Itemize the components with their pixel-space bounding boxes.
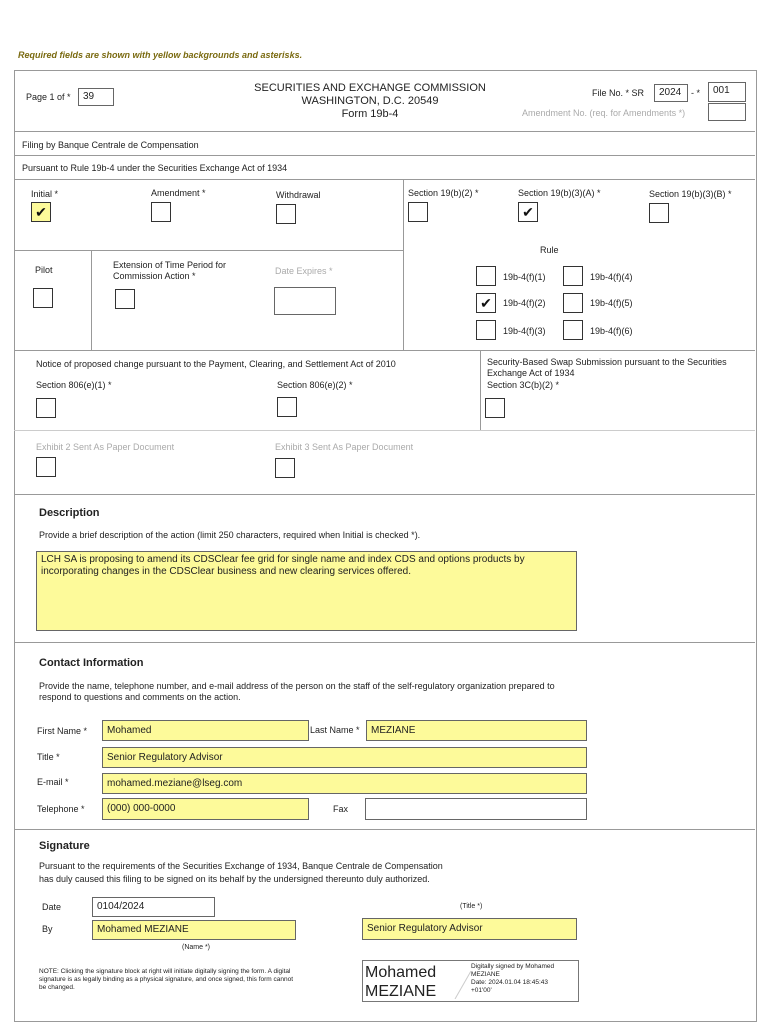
- section-19b2-label: Section 19(b)(2) *: [408, 188, 479, 198]
- amendment-number-field[interactable]: [708, 103, 746, 121]
- rule-f1-label: 19b-4(f)(1): [503, 272, 546, 282]
- divider: [403, 179, 404, 350]
- exhibit-2-checkbox[interactable]: [36, 457, 56, 477]
- title-hint: (Title *): [460, 903, 483, 910]
- initial-label: Initial *: [31, 189, 59, 199]
- rule-f6-checkbox[interactable]: [563, 320, 583, 340]
- first-name-field[interactable]: Mohamed: [102, 720, 309, 741]
- pilot-checkbox[interactable]: [33, 288, 53, 308]
- divider: [14, 179, 755, 180]
- divider: [91, 250, 92, 350]
- rule-label: Rule: [540, 245, 559, 255]
- digital-signature-block[interactable]: [362, 960, 579, 1002]
- title-field[interactable]: Senior Regulatory Advisor: [102, 747, 587, 768]
- divider: [14, 494, 755, 495]
- email-label: E-mail *: [37, 777, 69, 787]
- pilot-label: Pilot: [35, 265, 53, 275]
- fax-label: Fax: [333, 804, 349, 814]
- page-total-field[interactable]: 39: [78, 88, 114, 106]
- section-806e2-checkbox[interactable]: [277, 397, 297, 417]
- agency-line-2: WASHINGTON, D.C. 20549: [301, 95, 439, 107]
- by-label: By: [42, 924, 53, 934]
- divider: [14, 430, 755, 431]
- withdrawal-label: Withdrawal: [276, 190, 321, 200]
- signature-title: Signature: [39, 840, 90, 852]
- signature-detail-line: Digitally signed by Mohamed: [471, 963, 555, 970]
- by-name-field[interactable]: Mohamed MEZIANE: [92, 920, 296, 940]
- section-19b3b-checkbox[interactable]: [649, 203, 669, 223]
- title-label: Title *: [37, 752, 60, 762]
- email-field[interactable]: mohamed.meziane@lseg.com: [102, 773, 587, 794]
- section-19b3a-checkbox[interactable]: ✔: [518, 202, 538, 222]
- last-name-field[interactable]: MEZIANE: [366, 720, 587, 741]
- rule-f5-label: 19b-4(f)(5): [590, 298, 633, 308]
- contact-instruction: Provide the name, telephone number, and e-mail address of the person on the staff of the self-regulatory organization prepared to respond to questions and comments on the action.: [39, 681, 555, 702]
- signature-date: Date: 2024.01.04 18:45:43: [471, 979, 548, 986]
- rule-f3-checkbox[interactable]: [476, 320, 496, 340]
- form-number: Form 19b-4: [341, 108, 399, 120]
- section-19b3b-label: Section 19(b)(3)(B) *: [649, 189, 732, 199]
- section-3c-checkbox[interactable]: [485, 398, 505, 418]
- name-hint: (Name *): [182, 944, 211, 951]
- rule-f4-checkbox[interactable]: [563, 266, 583, 286]
- date-field[interactable]: 0104/2024: [92, 897, 215, 917]
- amendment-checkbox[interactable]: [151, 202, 171, 222]
- rule-f5-checkbox[interactable]: [563, 293, 583, 313]
- exhibit-2-label: Exhibit 2 Sent As Paper Document: [36, 442, 175, 452]
- file-number-field[interactable]: 001: [708, 82, 746, 102]
- rule-f1-checkbox[interactable]: [476, 266, 496, 286]
- description-textarea[interactable]: LCH SA is proposing to amend its CDSClear fee grid for single name and index CDS and options products by incorporating changes in the CDSClear business and new clearing services offered.: [36, 551, 577, 631]
- agency-heading: [220, 82, 520, 121]
- initial-checkbox[interactable]: ✔: [31, 202, 51, 222]
- amendment-label: Amendment No. (req. for Amendments *): [522, 108, 686, 118]
- signature-statement-2: has duly caused this filing to be signed on its behalf by the undersigned thereunto duly authorized.: [39, 874, 430, 884]
- signature-details: [471, 963, 554, 995]
- divider: [14, 829, 755, 830]
- file-year-field[interactable]: 2024: [654, 84, 688, 102]
- last-name-label: Last Name *: [310, 725, 360, 735]
- section-806e1-checkbox[interactable]: [36, 398, 56, 418]
- pursuant-rule: Pursuant to Rule 19b-4 under the Securities Exchange Act of 1934: [22, 163, 288, 173]
- description-instruction: Provide a brief description of the action (limit 250 characters, required when Initial is checked *).: [39, 530, 421, 540]
- section-806e1-label: Section 806(e)(1) *: [36, 380, 112, 390]
- section-806e2-label: Section 806(e)(2) *: [277, 380, 353, 390]
- signature-last-name: MEZIANE: [365, 983, 437, 1000]
- rule-f3-label: 19b-4(f)(3): [503, 326, 546, 336]
- date-expires-field[interactable]: [274, 287, 336, 315]
- signature-slash-mark: [453, 969, 473, 999]
- extension-label: Extension of Time Period for Commission Action *: [113, 260, 227, 281]
- swap-submission-label: Security-Based Swap Submission pursuant to the Securities Exchange Act of 1934: [487, 357, 727, 378]
- date-expires-label: Date Expires *: [275, 266, 333, 276]
- first-name-label: First Name *: [37, 726, 88, 736]
- exhibit-3-label: Exhibit 3 Sent As Paper Document: [275, 442, 414, 452]
- file-dash: - *: [691, 88, 700, 98]
- rule-f2-checkbox[interactable]: ✔: [476, 293, 496, 313]
- rule-f2-label: 19b-4(f)(2): [503, 298, 546, 308]
- filing-by: Filing by Banque Centrale de Compensation: [22, 140, 199, 150]
- extension-checkbox[interactable]: [115, 289, 135, 309]
- telephone-field[interactable]: (000) 000-0000: [102, 798, 309, 820]
- signature-detail-line: MEZIANE: [471, 971, 500, 978]
- exhibit-3-checkbox[interactable]: [275, 458, 295, 478]
- amendment-label: Amendment *: [151, 188, 206, 198]
- required-fields-notice: Required fields are shown with yellow backgrounds and asterisks.: [18, 50, 303, 60]
- section-19b3a-label: Section 19(b)(3)(A) *: [518, 188, 601, 198]
- description-title: Description: [39, 507, 100, 519]
- section-3c-label: Section 3C(b)(2) *: [487, 380, 560, 390]
- file-no-label: File No. * SR: [592, 88, 645, 98]
- section-19b2-checkbox[interactable]: [408, 202, 428, 222]
- withdrawal-checkbox[interactable]: [276, 204, 296, 224]
- signature-title-field[interactable]: Senior Regulatory Advisor: [362, 918, 577, 940]
- telephone-label: Telephone *: [37, 804, 85, 814]
- rule-f4-label: 19b-4(f)(4): [590, 272, 633, 282]
- divider: [14, 642, 755, 643]
- signature-timezone: +01'00': [471, 987, 492, 994]
- page-label: Page 1 of *: [26, 92, 71, 102]
- divider: [480, 350, 481, 430]
- divider: [14, 155, 755, 156]
- pcs-notice-label: Notice of proposed change pursuant to the Payment, Clearing, and Settlement Act of 2010: [36, 359, 396, 369]
- signature-first-name: Mohamed: [365, 964, 437, 981]
- agency-line-1: SECURITIES AND EXCHANGE COMMISSION: [254, 82, 486, 94]
- rule-f6-label: 19b-4(f)(6): [590, 326, 633, 336]
- contact-title: Contact Information: [39, 657, 144, 669]
- divider: [14, 131, 755, 132]
- date-label: Date: [42, 902, 62, 912]
- signature-statement-1: Pursuant to the requirements of the Securities Exchange of 1934, Banque Centrale de Compensation: [39, 861, 443, 871]
- signature-note: NOTE: Clicking the signature block at right will initiate digitally signing the form. A digital signature is as legally binding as a physical signature, and once signed, this form cannot be changed.: [39, 968, 294, 991]
- signature-name: [365, 963, 436, 1001]
- divider: [14, 250, 403, 251]
- fax-field[interactable]: [365, 798, 587, 820]
- divider: [14, 350, 755, 351]
